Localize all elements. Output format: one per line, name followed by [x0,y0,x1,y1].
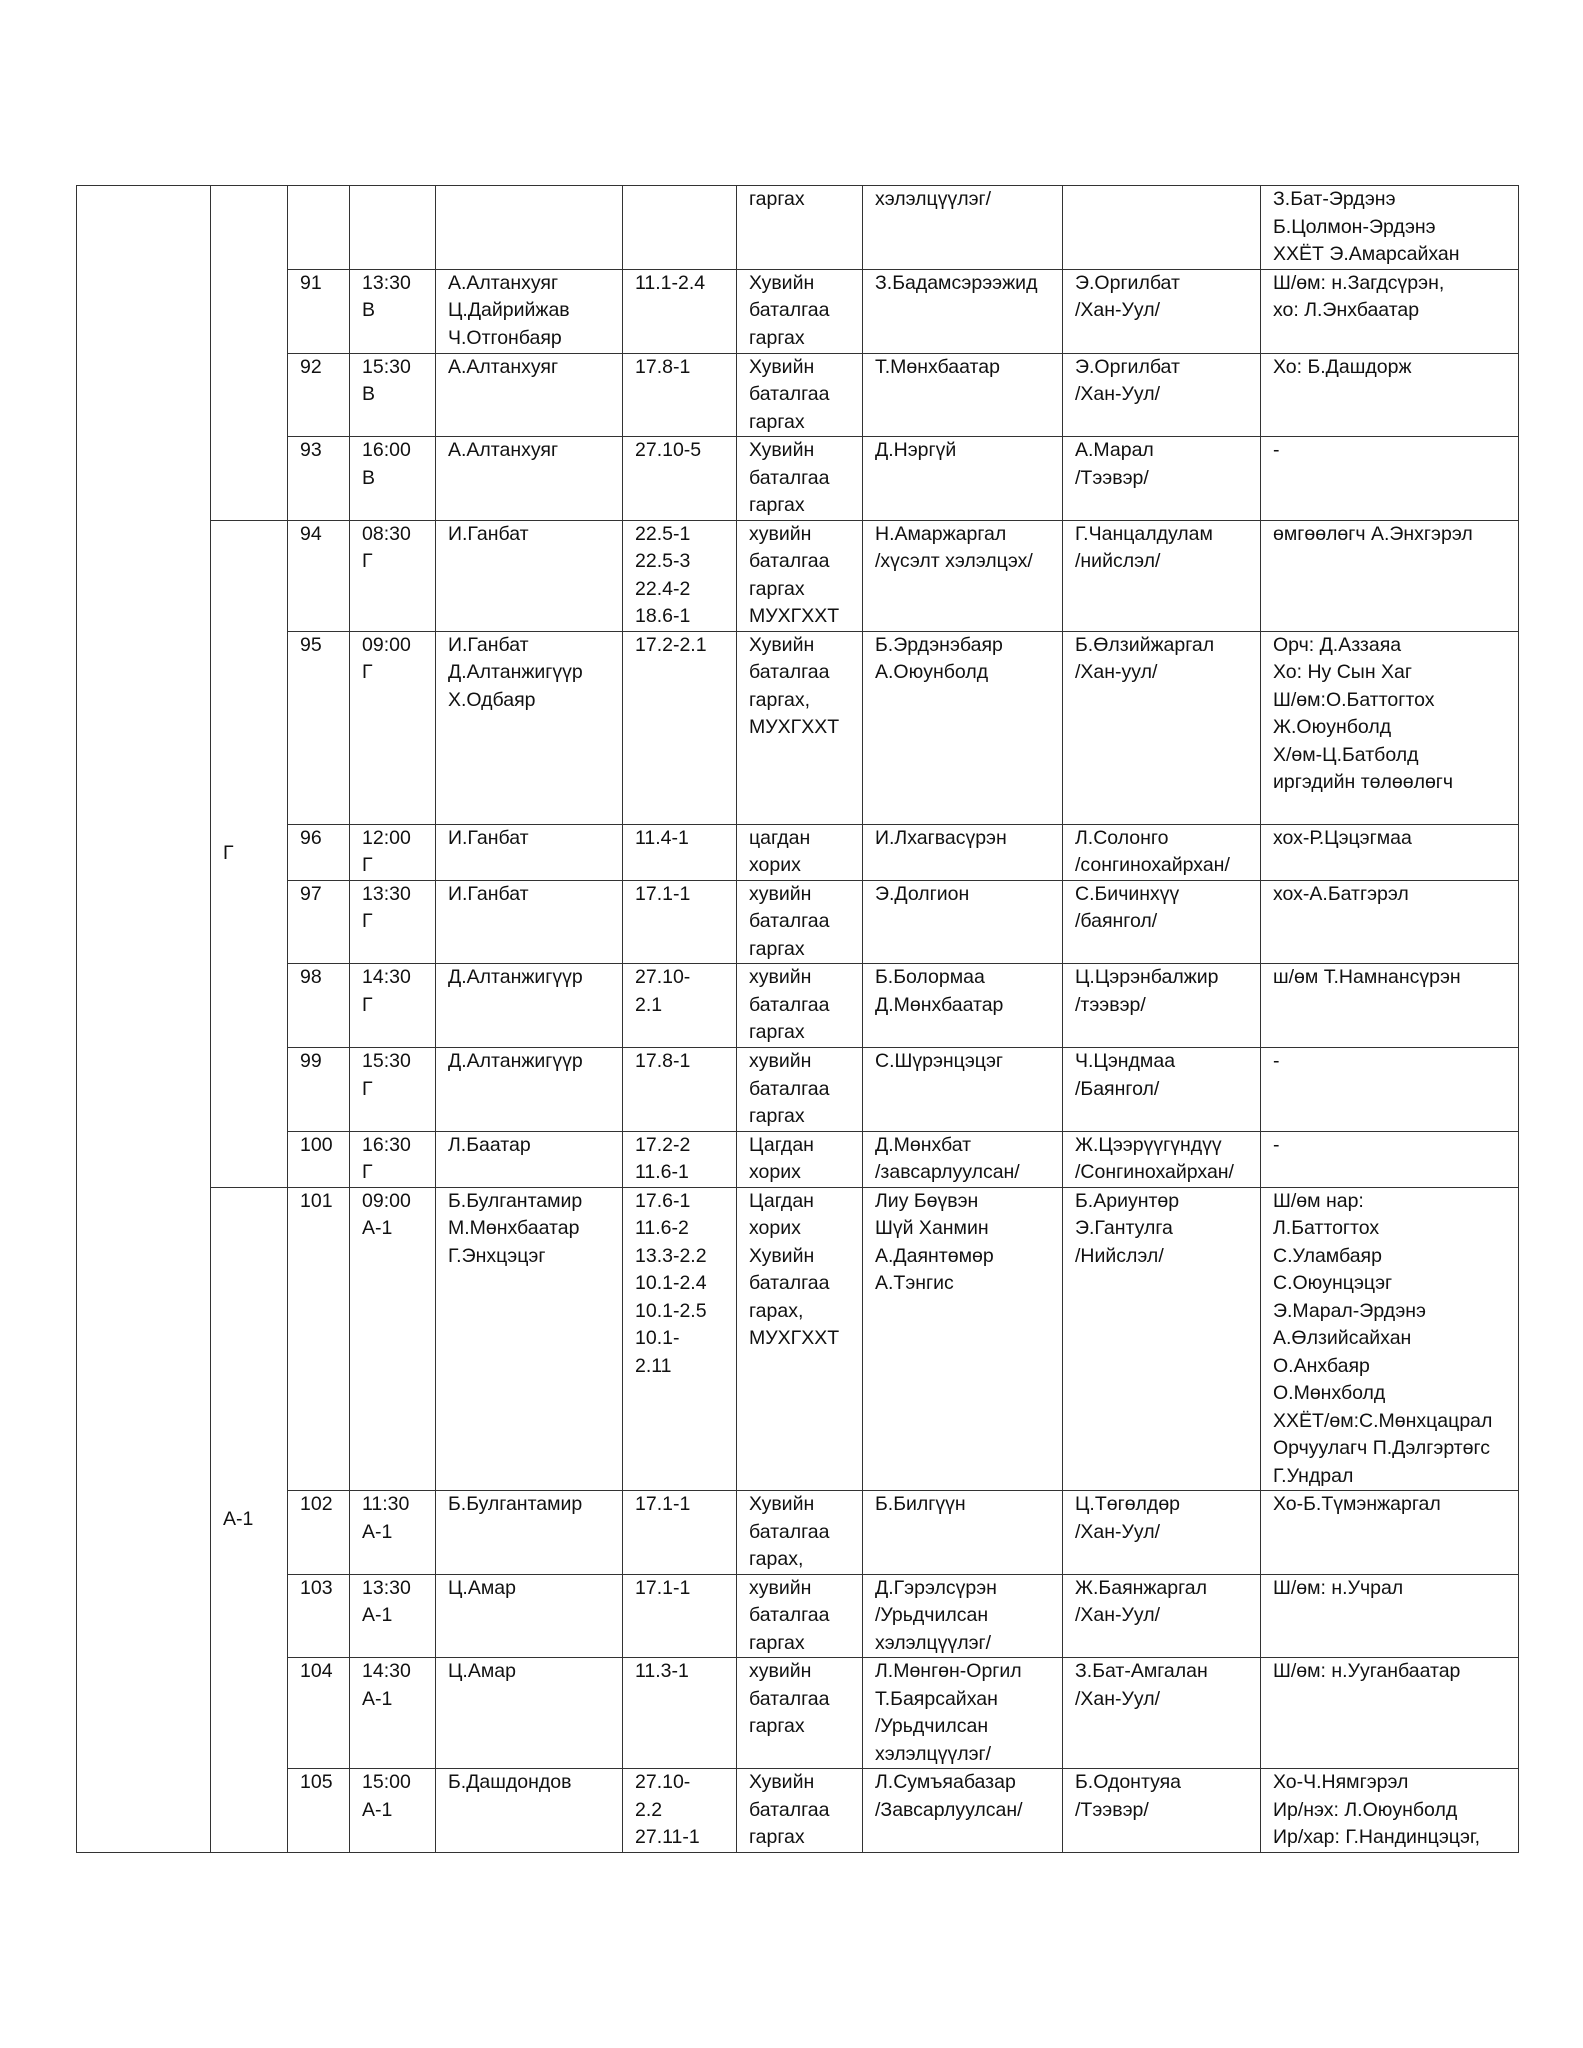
case-number: 101 [288,1187,350,1491]
hearing-time: 12:00 Г [350,824,436,880]
case-number: 92 [288,353,350,437]
defendant: Б.Эрдэнэбаяр А.Оюунболд [863,631,1063,824]
articles: 27.10-5 [623,437,737,521]
table-row [77,269,1519,353]
defendant: Л.Мөнгөн-Оргил Т.Баярсайхан /Урьдчилсан хэлэлцүүлэг/ [863,1658,1063,1769]
restraint-measure: цагдан хорих [737,824,863,880]
case-number: 100 [288,1131,350,1187]
judges: И.Ганбат Д.Алтанжигүүр Х.Одбаяр [436,631,623,824]
courtroom-group [211,186,288,521]
table-row [77,520,1519,631]
judges: А.Алтанхуяг Ц.Дайрийжав Ч.Отгонбаяр [436,269,623,353]
prosecutor: Э.Оргилбат /Хан-Уул/ [1063,353,1261,437]
prosecutor: Ж.Баянжаргал /Хан-Уул/ [1063,1574,1261,1658]
prosecutor: Ц.Цэрэнбалжир /тээвэр/ [1063,964,1261,1048]
restraint-measure: Хувийн баталгаа гаргах, МУХГХХТ [737,631,863,824]
articles [623,186,737,270]
prosecutor: Ч.Цэндмаа /Баянгол/ [1063,1048,1261,1132]
table-row [77,437,1519,521]
prosecutor: Б.Одонтуяа /Тээвэр/ [1063,1769,1261,1853]
hearing-time: 08:30 Г [350,520,436,631]
articles: 17.1-1 [623,880,737,964]
restraint-measure: хувийн баталгаа гаргах [737,1574,863,1658]
participants: Ш/өм: н.Ууганбаатар [1261,1658,1519,1769]
participants: - [1261,1131,1519,1187]
prosecutor: Г.Чанцалдулам /нийслэл/ [1063,520,1261,631]
articles: 11.4-1 [623,824,737,880]
hearing-time: 16:00 В [350,437,436,521]
defendant: Д.Мөнхбат /завсарлуулсан/ [863,1131,1063,1187]
prosecutor: Ж.Цээрүүгүндүү /Сонгинохайрхан/ [1063,1131,1261,1187]
participants: Хо-Ч.Нямгэрэл Ир/нэх: Л.Оюунболд Ир/хар: Г.Нандинцэцэг, [1261,1769,1519,1853]
table-row [77,1658,1519,1769]
judges: Б.Булгантамир [436,1491,623,1575]
restraint-measure: Хувийн баталгаа гаргах [737,1769,863,1853]
hearing-time: 09:00 А-1 [350,1187,436,1491]
case-number: 99 [288,1048,350,1132]
defendant: хэлэлцүүлэг/ [863,186,1063,270]
judges: Б.Булгантамир М.Мөнхбаатар Г.Энхцэцэг [436,1187,623,1491]
table-row [77,824,1519,880]
hearing-time: 09:00 Г [350,631,436,824]
prosecutor: Б.Ариунтөр Э.Гантулга /Нийслэл/ [1063,1187,1261,1491]
table-row [77,1187,1519,1491]
case-number: 97 [288,880,350,964]
defendant: Лиу Бөүвэн Шүй Ханмин А.Даянтөмөр А.Тэнгис [863,1187,1063,1491]
articles: 11.3-1 [623,1658,737,1769]
prosecutor [1063,186,1261,270]
judges: Д.Алтанжигүүр [436,964,623,1048]
articles: 11.1-2.4 [623,269,737,353]
judges: И.Ганбат [436,520,623,631]
articles: 17.8-1 [623,353,737,437]
hearing-time: 15:30 Г [350,1048,436,1132]
table-row [77,964,1519,1048]
judges: Ц.Амар [436,1658,623,1769]
table-row [77,1491,1519,1575]
restraint-measure: Цагдан хорих [737,1131,863,1187]
restraint-measure: хувийн баталгаа гаргах [737,1658,863,1769]
articles: 17.1-1 [623,1574,737,1658]
restraint-measure: гаргах [737,186,863,270]
restraint-measure: хувийн баталгаа гаргах [737,1048,863,1132]
prosecutor: З.Бат-Амгалан /Хан-Уул/ [1063,1658,1261,1769]
case-number: 105 [288,1769,350,1853]
prosecutor: Э.Оргилбат /Хан-Уул/ [1063,269,1261,353]
judges: Л.Баатар [436,1131,623,1187]
defendant: Т.Мөнхбаатар [863,353,1063,437]
hearing-time [350,186,436,270]
case-number [288,186,350,270]
participants: Ш/өм: н.Учрал [1261,1574,1519,1658]
defendant: З.Бадамсэрээжид [863,269,1063,353]
case-number: 98 [288,964,350,1048]
restraint-measure: Хувийн баталгаа гарах, [737,1491,863,1575]
case-number: 95 [288,631,350,824]
prosecutor: Ц.Төгөлдөр /Хан-Уул/ [1063,1491,1261,1575]
participants: - [1261,1048,1519,1132]
restraint-measure: Хувийн баталгаа гаргах [737,437,863,521]
table-row [77,186,1519,270]
defendant: Д.Гэрэлсүрэн /Урьдчилсан хэлэлцүүлэг/ [863,1574,1063,1658]
hearing-time: 14:30 А-1 [350,1658,436,1769]
judges: И.Ганбат [436,880,623,964]
participants: - [1261,437,1519,521]
table-row [77,1048,1519,1132]
prosecutor: Б.Өлзийжаргал /Хан-уул/ [1063,631,1261,824]
judges: Ц.Амар [436,1574,623,1658]
restraint-measure: хувийн баталгаа гаргах МУХГХХТ [737,520,863,631]
defendant: Б.Болормаа Д.Мөнхбаатар [863,964,1063,1048]
judges: Б.Дашдондов [436,1769,623,1853]
participants: Ш/өм: н.Загдсүрэн, хо: Л.Энхбаатар [1261,269,1519,353]
judges: Д.Алтанжигүүр [436,1048,623,1132]
participants: хох-Р.Цэцэгмаа [1261,824,1519,880]
defendant: С.Шүрэнцэцэг [863,1048,1063,1132]
hearing-time: 11:30 А-1 [350,1491,436,1575]
table-row [77,631,1519,824]
table-row [77,1574,1519,1658]
prosecutor: А.Марал /Тээвэр/ [1063,437,1261,521]
prosecutor: С.Бичинхүү /баянгол/ [1063,880,1261,964]
restraint-measure: хувийн баталгаа гаргах [737,964,863,1048]
case-number: 91 [288,269,350,353]
courtroom-group: А-1 [211,1187,288,1852]
judges: А.Алтанхуяг [436,437,623,521]
judges: А.Алтанхуяг [436,353,623,437]
restraint-measure: Хувийн баталгаа гаргах [737,269,863,353]
judges: И.Ганбат [436,824,623,880]
participants: Хо: Б.Дашдорж [1261,353,1519,437]
articles: 17.8-1 [623,1048,737,1132]
defendant: Д.Нэргүй [863,437,1063,521]
participants: хох-А.Батгэрэл [1261,880,1519,964]
articles: 17.2-2 11.6-1 [623,1131,737,1187]
articles: 27.10- 2.2 27.11-1 [623,1769,737,1853]
judges [436,186,623,270]
restraint-measure: хувийн баталгаа гаргах [737,880,863,964]
articles: 17.1-1 [623,1491,737,1575]
hearing-time: 13:30 В [350,269,436,353]
participants: Орч: Д.Аззаяа Хо: Ну Сын Хаг Ш/өм:О.Баттогтох Ж.Оюунболд Х/өм-Ц.Батболд иргэдийн төлөөлөгч [1261,631,1519,824]
defendant: Л.Сумъяабазар /Завсарлуулсан/ [863,1769,1063,1853]
courtroom-group: Г [211,520,288,1187]
outer-column [77,186,211,1853]
articles: 22.5-1 22.5-3 22.4-2 18.6-1 [623,520,737,631]
table-row [77,1769,1519,1853]
participants: өмгөөлөгч А.Энхгэрэл [1261,520,1519,631]
participants: Хо-Б.Түмэнжаргал [1261,1491,1519,1575]
table-row [77,353,1519,437]
participants: З.Бат-Эрдэнэ Б.Цолмон-Эрдэнэ ХХЁТ Э.Амарсайхан [1261,186,1519,270]
case-number: 104 [288,1658,350,1769]
prosecutor: Л.Солонго /сонгинохайрхан/ [1063,824,1261,880]
participants: Ш/өм нар: Л.Баттогтох С.Уламбаяр С.Оюунцэцэг Э.Марал-Эрдэнэ А.Өлзийсайхан О.Анхбаяр О.Мөнхболд ХХЁТ/өм:С.Мөнхцацрал Орчуулагч П.Дэлгэртөгс Г.Ундрал [1261,1187,1519,1491]
case-number: 94 [288,520,350,631]
defendant: Э.Долгион [863,880,1063,964]
participants: ш/өм Т.Намнансүрэн [1261,964,1519,1048]
defendant: Н.Амаржаргал /хүсэлт хэлэлцэх/ [863,520,1063,631]
restraint-measure: Хувийн баталгаа гаргах [737,353,863,437]
articles: 27.10- 2.1 [623,964,737,1048]
hearing-time: 13:30 Г [350,880,436,964]
defendant: Б.Билгүүн [863,1491,1063,1575]
table-row [77,880,1519,964]
hearing-time: 15:30 В [350,353,436,437]
schedule-table [76,185,1519,1853]
case-number: 103 [288,1574,350,1658]
defendant: И.Лхагвасүрэн [863,824,1063,880]
articles: 17.2-2.1 [623,631,737,824]
case-number: 93 [288,437,350,521]
hearing-time: 13:30 А-1 [350,1574,436,1658]
hearing-time: 14:30 Г [350,964,436,1048]
hearing-time: 15:00 А-1 [350,1769,436,1853]
restraint-measure: Цагдан хорих Хувийн баталгаа гарах, МУХГХХТ [737,1187,863,1491]
hearing-time: 16:30 Г [350,1131,436,1187]
articles: 17.6-1 11.6-2 13.3-2.2 10.1-2.4 10.1-2.5 10.1- 2.11 [623,1187,737,1491]
case-number: 96 [288,824,350,880]
table-row [77,1131,1519,1187]
case-number: 102 [288,1491,350,1575]
